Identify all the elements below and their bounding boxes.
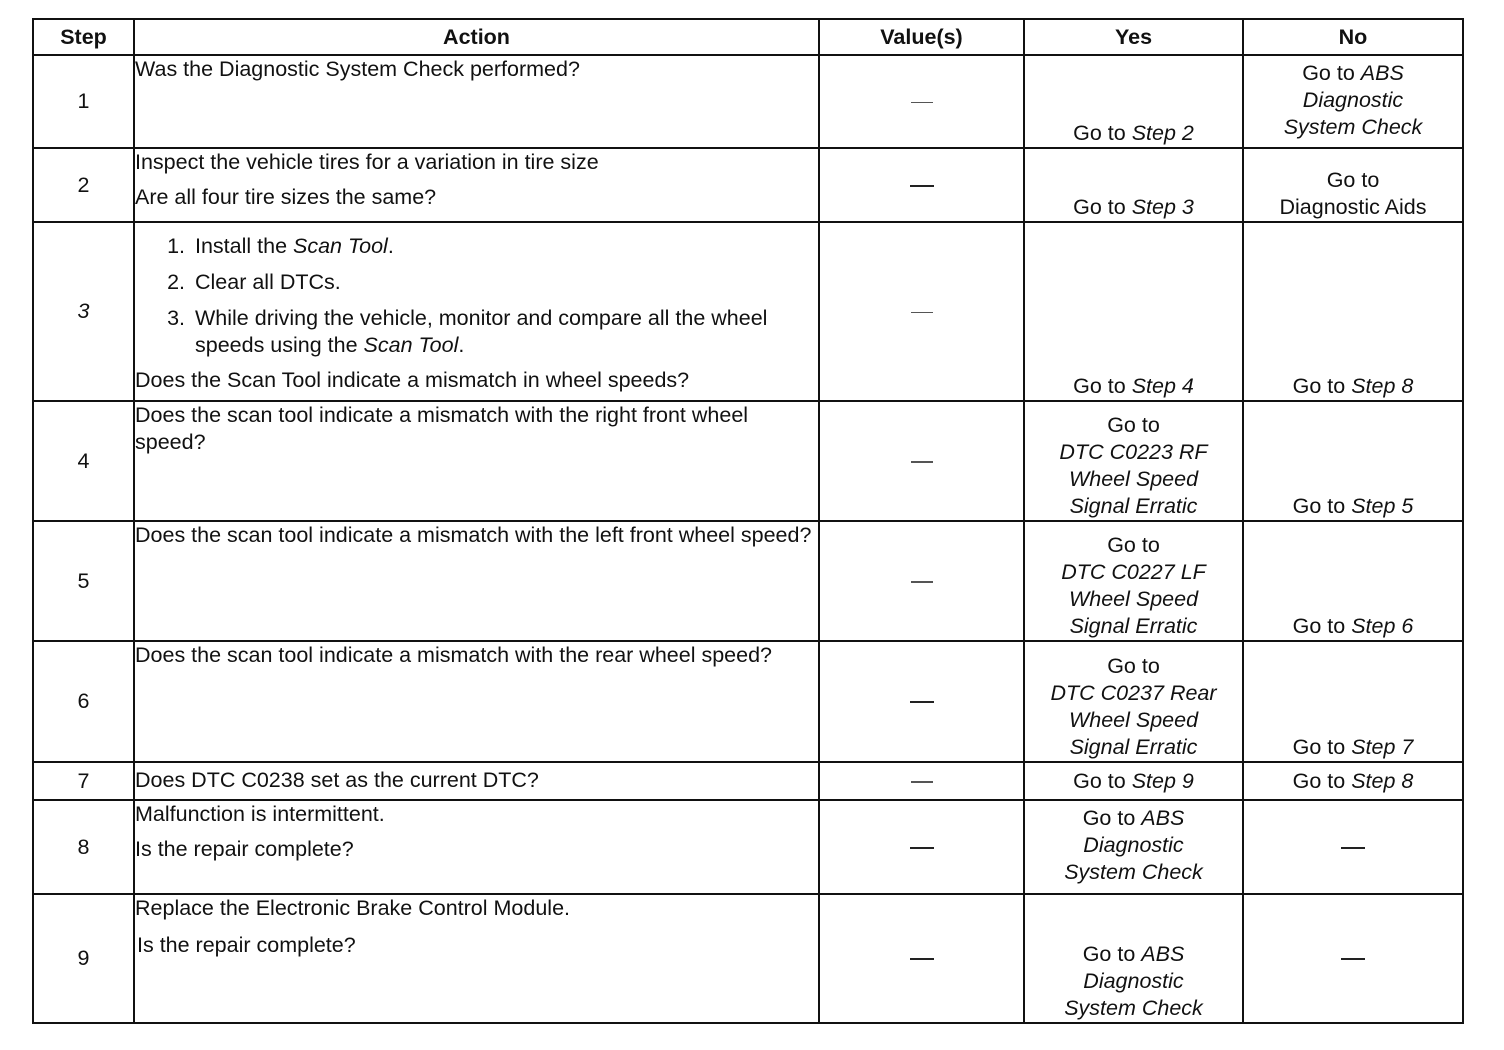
action-question: Does the scan tool indicate a mismatch with the right front wheel speed? [135,403,749,454]
step-number: 5 [33,521,134,641]
value-cell [819,148,1024,222]
action-cell [134,762,819,800]
yes-cell [1024,148,1243,222]
action-step-item: 2. Clear all DTCs. [191,269,818,296]
table-row [33,55,1463,148]
value-dash [910,958,934,960]
header-row [33,19,1463,55]
action-step-item: 1. Install the Scan Tool. [191,233,818,260]
value-dash [910,185,934,187]
value-dash [910,847,934,849]
action-cell [134,148,819,222]
action-cell [134,222,819,401]
action-cell [134,521,819,641]
yes-cell [1024,800,1243,894]
yes-link[interactable]: Go to Step 4 [1073,374,1194,398]
value-dash [910,701,934,703]
value-cell [819,55,1024,148]
header-action: Action [134,19,819,55]
value-dash [911,102,933,104]
step-number: 6 [33,641,134,762]
action-question: Does DTC C0238 set as the current DTC? [135,768,539,792]
table-row [33,222,1463,401]
no-link[interactable]: Go to Step 6 [1292,614,1414,638]
step-number: 9 [33,894,134,1023]
value-cell [819,401,1024,521]
action-step-item: 3. While driving the vehicle, monitor and compare all the wheel speeds using the Scan Tool. [191,305,818,359]
yes-link[interactable]: Go to Step 2 [1073,121,1194,145]
no-cell [1243,55,1463,148]
action-steps-list [135,233,818,359]
value-cell [819,894,1024,1023]
diagnostic-table [32,18,1464,1024]
yes-cell [1024,55,1243,148]
action-question: Are all four tire sizes the same? [135,185,437,209]
action-cell [134,894,819,1023]
table-row [33,401,1463,521]
step-number: 7 [33,762,134,800]
step-number: 1 [33,55,134,148]
no-link[interactable]: Go to Diagnostic Aids [1279,168,1427,219]
action-instruction: Replace the Electronic Brake Control Module. [135,896,570,920]
no-link[interactable]: Go to Step 8 [1292,374,1414,398]
value-cell [819,762,1024,800]
no-link[interactable]: Go to Step 5 [1292,494,1414,518]
no-cell [1243,222,1463,401]
no-dash [1341,847,1365,849]
no-cell [1243,521,1463,641]
yes-cell [1024,762,1243,800]
no-cell [1243,148,1463,222]
action-question: Was the Diagnostic System Check performed? [135,57,580,81]
yes-link[interactable]: Go to Step 3 [1073,195,1194,219]
table-row [33,762,1463,800]
value-cell [819,222,1024,401]
yes-link[interactable]: Go to DTC C0223 RF Wheel Speed Signal Erratic [1059,413,1208,518]
yes-cell [1024,401,1243,521]
table-row [33,148,1463,222]
action-question: Does the Scan Tool indicate a mismatch in wheel speeds? [135,368,690,392]
step-number: 2 [33,148,134,222]
step-number: 3 [33,222,134,401]
yes-cell [1024,521,1243,641]
value-dash [911,781,933,783]
header-no: No [1243,19,1463,55]
action-question: Is the repair complete? [135,837,354,861]
yes-link[interactable]: Go to ABS Diagnostic System Check [1064,942,1203,1020]
header-yes: Yes [1024,19,1243,55]
table-row [33,894,1463,1023]
yes-link[interactable]: Go to ABS Diagnostic System Check [1064,806,1203,884]
action-question: Is the repair complete? [137,933,356,957]
action-question: Does the scan tool indicate a mismatch with the left front wheel speed? [135,523,812,547]
no-link[interactable]: Go to Step 8 [1292,768,1414,793]
yes-link[interactable]: Go to Step 9 [1073,768,1194,793]
no-cell [1243,401,1463,521]
no-cell [1243,894,1463,1023]
action-cell [134,641,819,762]
action-cell [134,401,819,521]
no-cell [1243,762,1463,800]
no-cell [1243,800,1463,894]
action-instruction: Inspect the vehicle tires for a variation in tire size [135,150,599,174]
value-cell [819,521,1024,641]
table-row [33,641,1463,762]
action-question: Does the scan tool indicate a mismatch with the rear wheel speed? [135,643,772,667]
no-link[interactable]: Go to ABS Diagnostic System Check [1283,61,1423,139]
step-number: 8 [33,800,134,894]
step-number: 4 [33,401,134,521]
value-dash [911,312,933,314]
value-dash [911,461,933,463]
yes-link[interactable]: Go to DTC C0237 Rear Wheel Speed Signal Erratic [1050,654,1217,759]
action-instruction: Malfunction is intermittent. [135,802,385,826]
yes-link[interactable]: Go to DTC C0227 LF Wheel Speed Signal Erratic [1061,533,1206,638]
no-cell [1243,641,1463,762]
table-row [33,521,1463,641]
yes-cell [1024,641,1243,762]
header-step: Step [33,19,134,55]
value-cell [819,641,1024,762]
action-cell [134,55,819,148]
header-values: Value(s) [819,19,1024,55]
table-row [33,800,1463,894]
action-cell [134,800,819,894]
no-link[interactable]: Go to Step 7 [1292,735,1414,759]
value-cell [819,800,1024,894]
yes-cell [1024,894,1243,1023]
no-dash [1341,958,1365,960]
yes-cell [1024,222,1243,401]
value-dash [911,581,933,583]
